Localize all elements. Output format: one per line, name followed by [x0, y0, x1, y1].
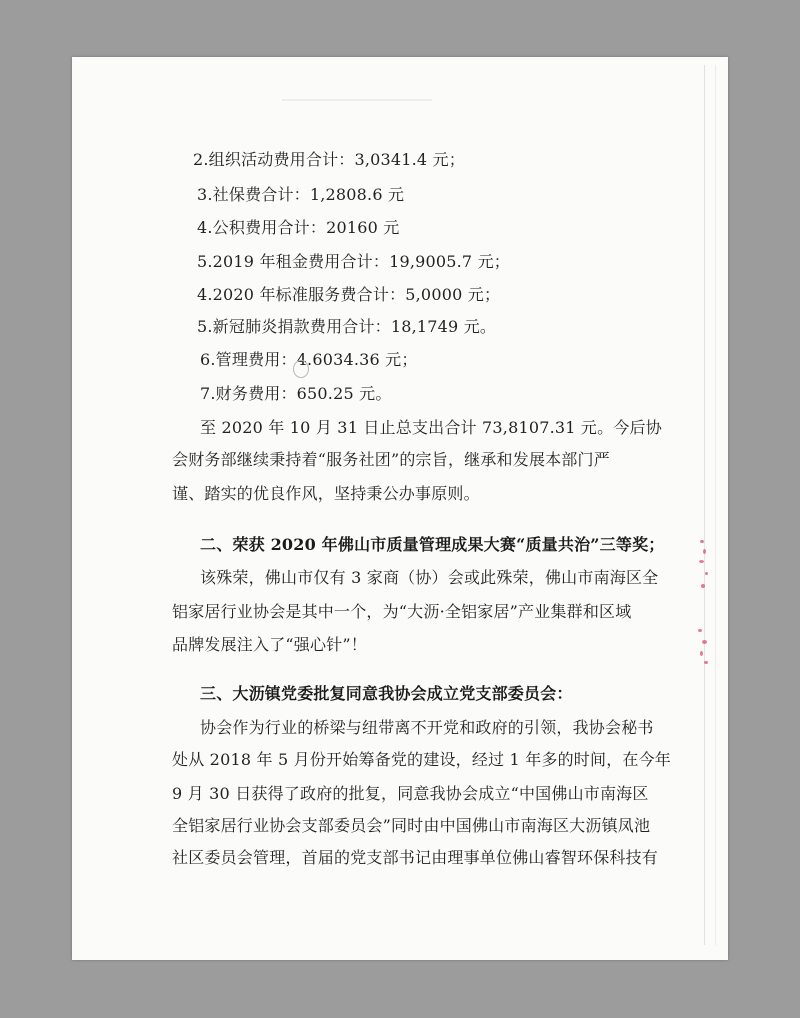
summary-line: 会财务部继续秉持着“服务社团”的宗旨，继承和发展本部门严 — [172, 450, 610, 469]
expense-line: 2.组织活动费用合计：3,0341.4 元； — [193, 150, 466, 169]
expense-line: 4.公积费用合计：20160 元 — [197, 218, 400, 237]
expense-line: 7.财务费用：650.25 元。 — [200, 384, 392, 403]
expense-line: 5.2019 年租金费用合计：19,9005.7 元； — [197, 252, 510, 271]
paragraph-line: 铝家居行业协会是其中一个，为“大沥·全铝家居”产业集群和区域 — [172, 602, 632, 621]
expense-line: 4.2020 年标准服务费合计：5,0000 元； — [197, 285, 501, 304]
paragraph-line: 社区委员会管理，首届的党支部书记由理事单位佛山睿智环保科技有 — [172, 848, 659, 867]
pencil-circle-mark — [293, 360, 309, 378]
paragraph-line: 9 月 30 日获得了政府的批复，同意我协会成立“中国佛山市南海区 — [172, 784, 649, 803]
expense-line: 6.管理费用：4.6034.36 元； — [200, 350, 418, 369]
section-heading: 二、荣获 2020 年佛山市质量管理成果大赛“质量共治”三等奖； — [200, 535, 665, 554]
paragraph-line: 协会作为行业的桥梁与纽带离不开党和政府的引领，我协会秘书 — [200, 718, 654, 737]
paragraph-line: 品牌发展注入了“强心针”！ — [172, 635, 367, 654]
expense-line: 5.新冠肺炎捐款费用合计：18,1749 元。 — [197, 317, 497, 336]
paragraph-line: 全铝家居行业协会支部委员会”同时由中国佛山市南海区大沥镇凤池 — [172, 816, 651, 835]
paragraph-line: 该殊荣，佛山市仅有 3 家商（协）会或此殊荣，佛山市南海区全 — [200, 568, 659, 587]
paper-binding-edge — [704, 65, 716, 945]
section-heading: 三、大沥镇党委批复同意我协会成立党支部委员会： — [200, 684, 573, 703]
summary-line: 谨、踏实的优良作风，坚持秉公办事原则。 — [172, 484, 480, 503]
expense-line: 3.社保费合计：1,2808.6 元 — [197, 185, 405, 204]
document-page — [72, 57, 728, 960]
scan-smudge — [282, 99, 432, 101]
paragraph-line: 处从 2018 年 5 月份开始筹备党的建设，经过 1 年多的时间，在今年 — [172, 750, 671, 769]
summary-line: 至 2020 年 10 月 31 日止总支出合计 73,8107.31 元。今后协 — [200, 418, 662, 437]
